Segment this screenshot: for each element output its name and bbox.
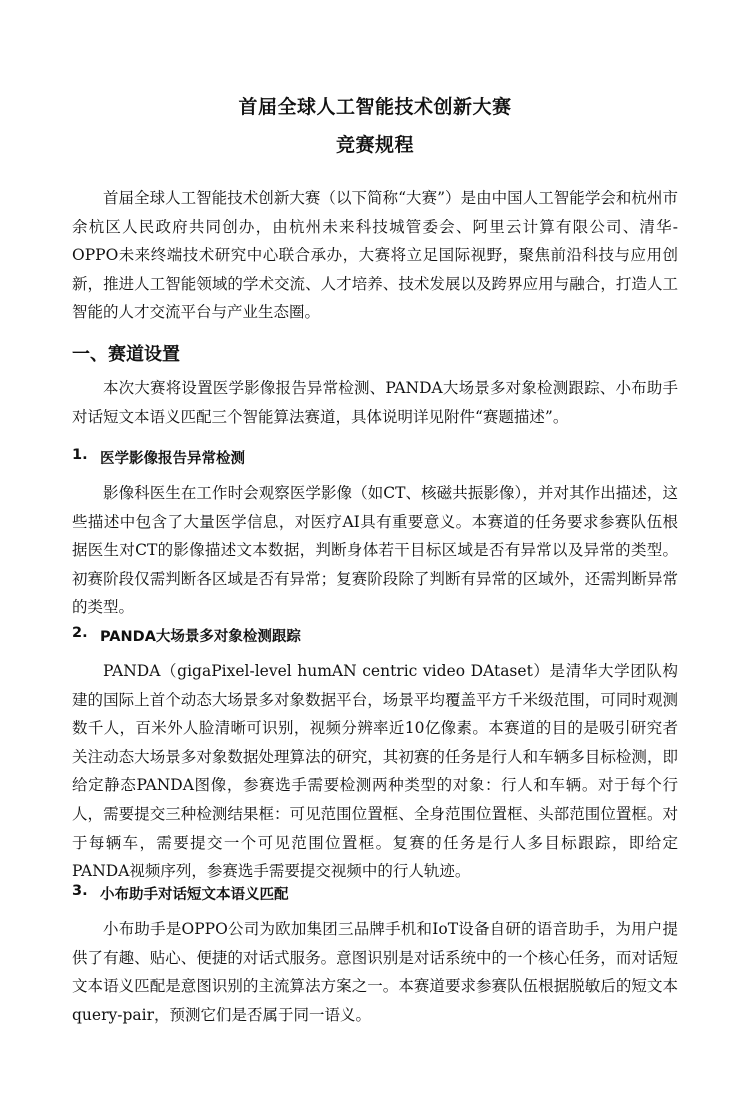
intro-paragraph: 首届全球人工智能技术创新大赛（以下简称“大赛”）是由中国人工智能学会和杭州市余杭区人民政府共同创办，由杭州未来科技城管委会、阿里云计算有限公司、清华-OPPO未来终端技术研究中心联合承办，大赛将立足国际视野，聚焦前沿科技与应用创新，推进人工智能领域的学术交流、人才培养、技术发展以及跨界应用与融合，打造人工智能的人才交流平台与产业生态圈。 xyxy=(72,189,678,322)
track-number: 1. xyxy=(72,447,88,463)
track-title: 小布助手对话短文本语义匹配 xyxy=(100,887,289,903)
track-heading-3 xyxy=(72,883,289,904)
track-title: 医学影像报告异常检测 xyxy=(100,451,245,467)
track-number: 3. xyxy=(72,883,88,899)
track-heading-2 xyxy=(72,625,301,646)
section-intro-paragraph: 本次大赛将设置医学影像报告异常检测、PANDA大场景多对象检测跟踪、小布助手对话短文本语义匹配三个智能算法赛道，具体说明详见附件“赛题描述”。 xyxy=(72,379,678,426)
section-heading: 一、赛道设置 xyxy=(72,344,180,365)
track-body-2: PANDA（gigaPixel-level humAN centric video DAtaset）是清华大学团队构建的国际上首个动态大场景多对象数据平台，场景平均覆盖平方千米级范围，可同时观测数千人，百米外人脸清晰可识别，视频分辨率近10亿像素。本赛道的目的是吸引研究者关注动态大场景多对象数据处理算法的研究，其初赛的任务是行人和车辆多目标检测，即给定静态PANDA图像，参赛选手需要检测两种类型的对象：行人和车辆。对于每个行人，需要提交三种检测结果框：可见范围位置框、全身范围位置框、头部范围位置框。对于每辆车，需要提交一个可见范围位置框。复赛的任务是行人多目标跟踪，即给定PANDA视频序列，参赛选手需要提交视频中的行人轨迹。 xyxy=(72,662,678,881)
track-number: 2. xyxy=(72,625,88,641)
track-title: PANDA大场景多对象检测跟踪 xyxy=(100,629,301,645)
track-body-1: 影像科医生在工作时会观察医学影像（如CT、核磁共振影像），并对其作出描述，这些描述中包含了大量医学信息，对医疗AI具有重要意义。本赛道的任务要求参赛队伍根据医生对CT的影像描述文本数据，判断身体若干目标区域是否有异常以及异常的类型。初赛阶段仅需判断各区域是否有异常；复赛阶段除了判断有异常的区域外，还需判断异常的类型。 xyxy=(72,484,678,617)
document-subtitle: 竞赛规程 xyxy=(335,134,414,156)
track-body-3: 小布助手是OPPO公司为欧加集团三品牌手机和IoT设备自研的语音助手，为用户提供了有趣、贴心、便捷的对话式服务。意图识别是对话系统中的一个核心任务，而对话短文本语义匹配是意图识别的主流算法方案之一。本赛道要求参赛队伍根据脱敏后的短文本query-pair，预测它们是否属于同一语义。 xyxy=(72,920,678,1024)
document-title: 首届全球人工智能技术创新大赛 xyxy=(238,96,512,118)
track-heading-1 xyxy=(72,447,245,468)
